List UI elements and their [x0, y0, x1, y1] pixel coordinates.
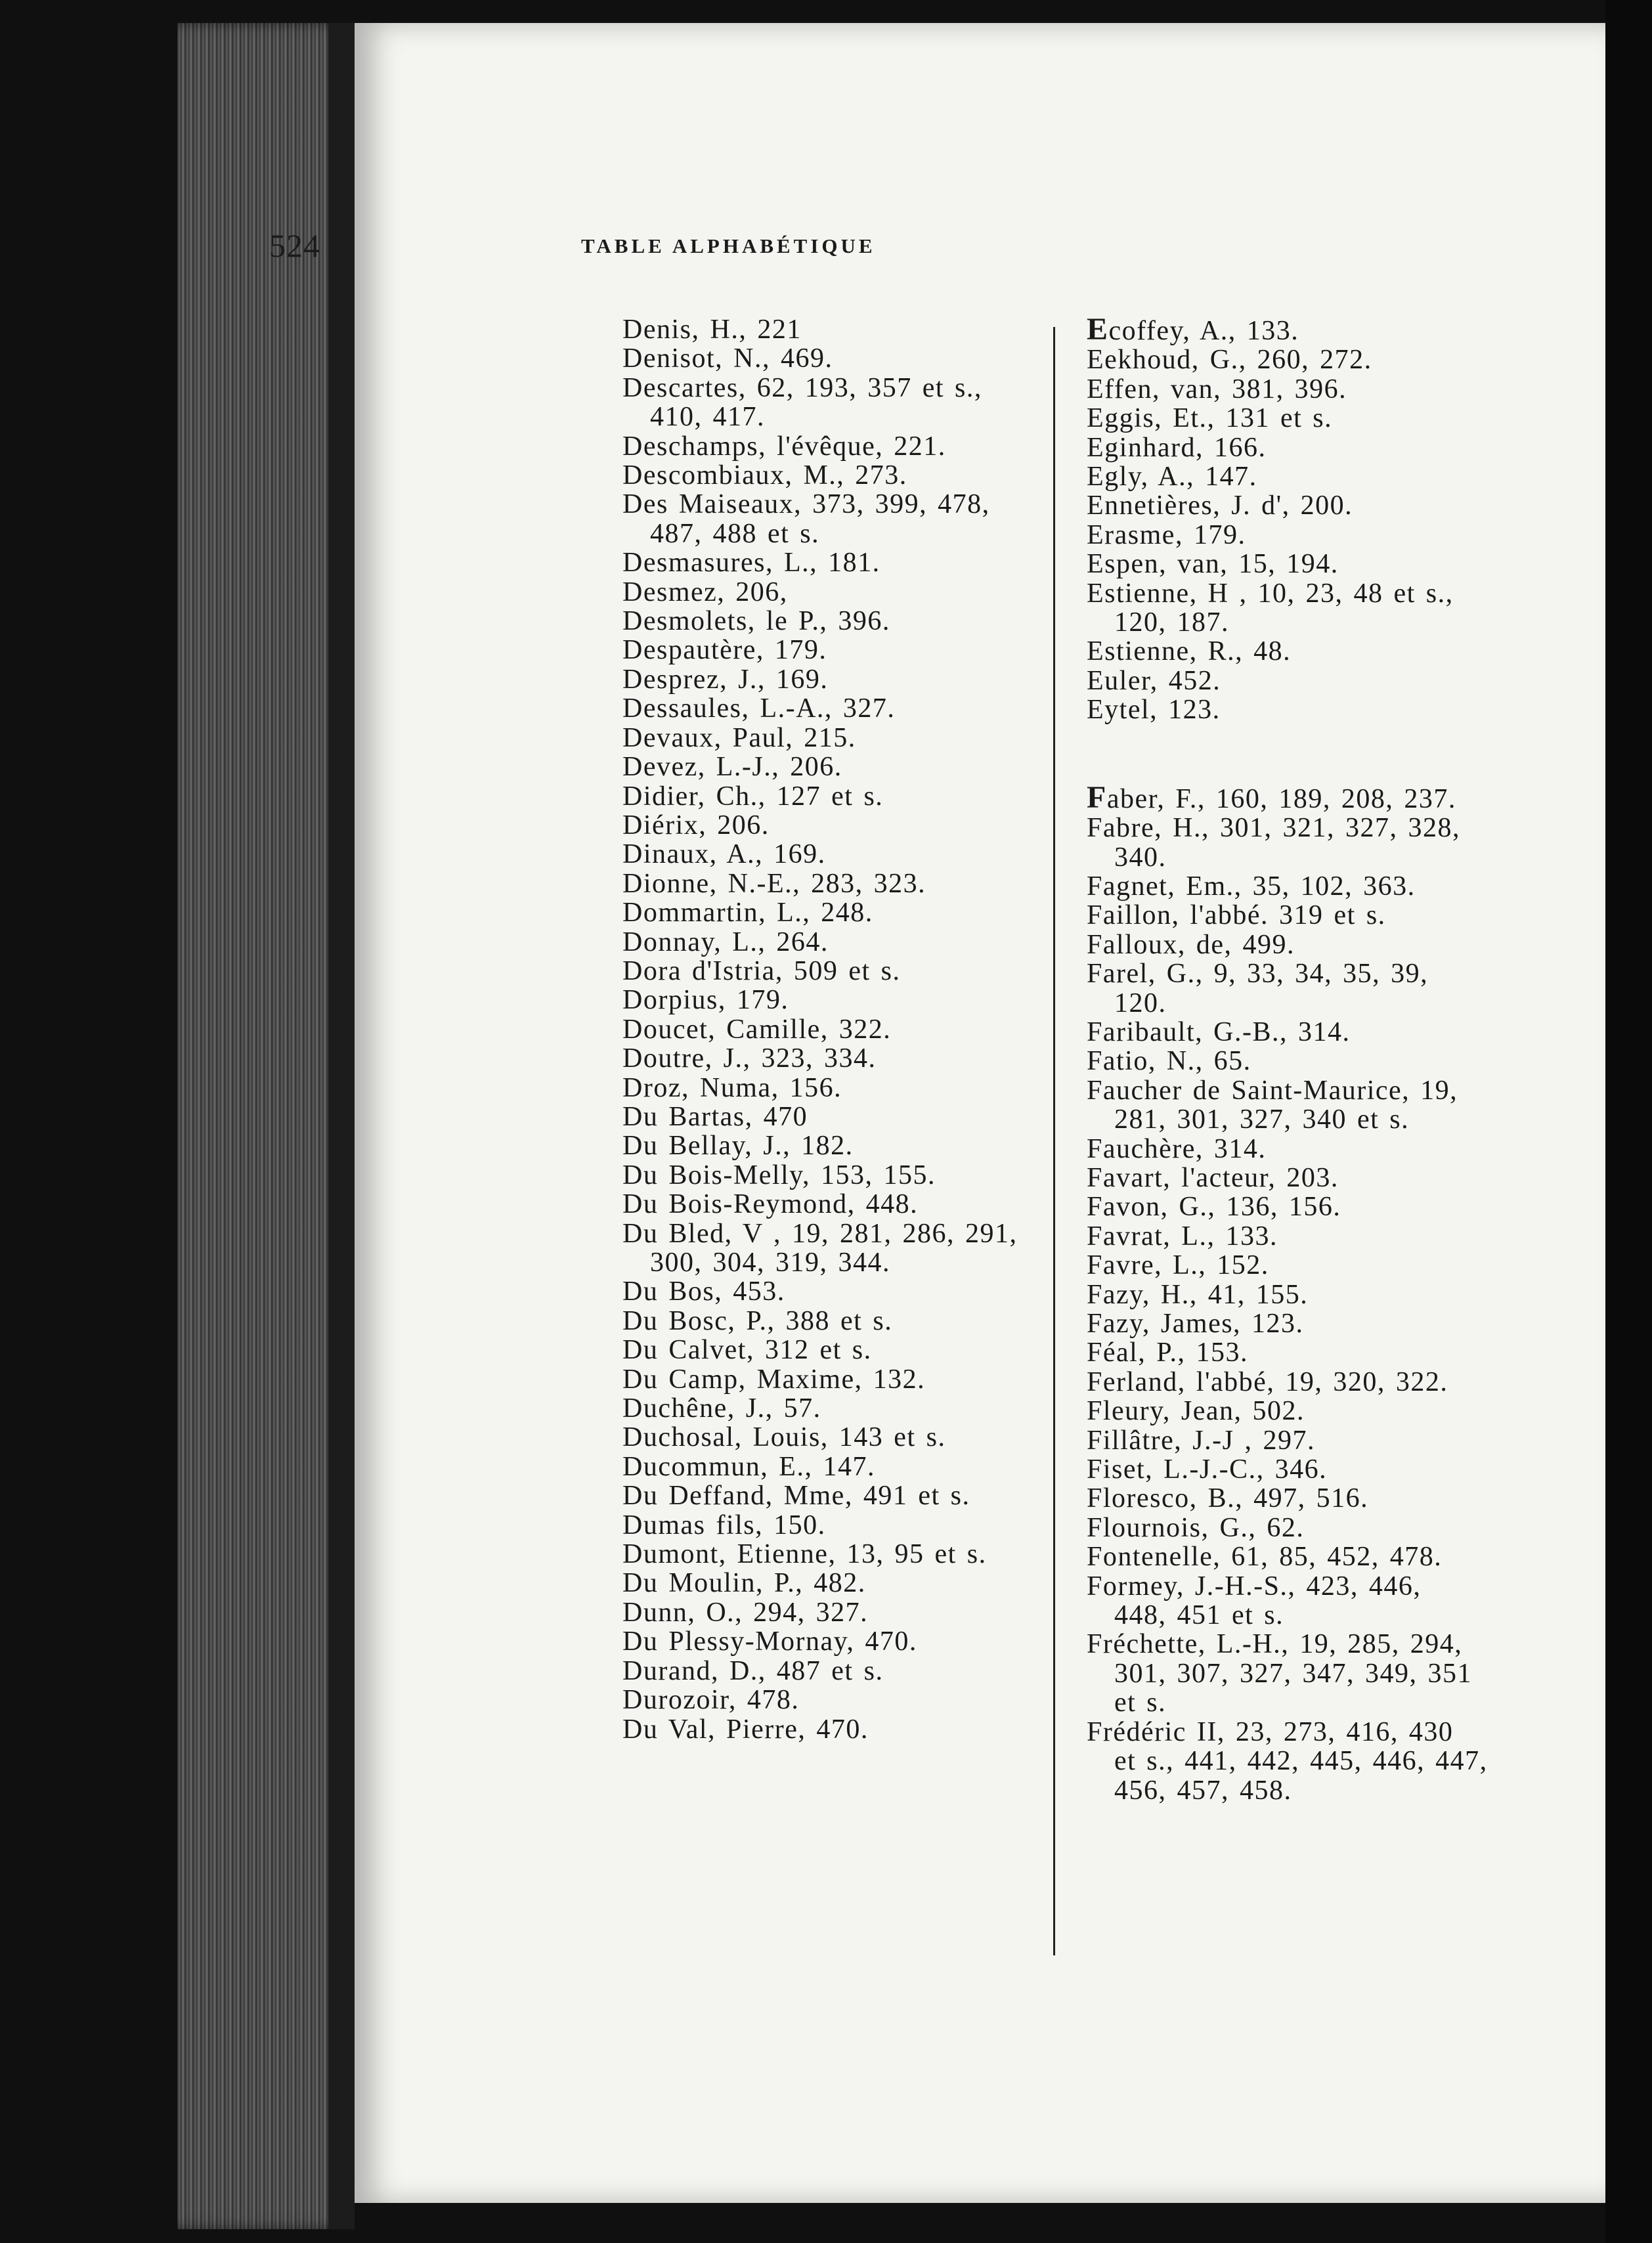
index-entry [622, 1686, 1121, 1714]
index-entry [1087, 959, 1573, 988]
index-entry [622, 986, 1121, 1014]
index-entry-text: 120. [1114, 988, 1167, 1018]
index-column-left [622, 315, 1121, 1744]
index-entry [622, 1161, 1121, 1190]
index-entry-text: Fauchère, 314. [1087, 1133, 1267, 1164]
index-entry [622, 694, 1121, 723]
index-entry-text: Ferland, l'abbé, 19, 320, 322. [1087, 1366, 1448, 1397]
index-entry [1087, 1542, 1573, 1571]
index-entry [1087, 1018, 1573, 1047]
index-entry-text: Du Bois-Reymond, 448. [622, 1189, 919, 1220]
index-entry [1087, 872, 1573, 901]
index-entry-text: Fillâtre, J.-J , 297. [1087, 1425, 1315, 1456]
index-entry-text: Du Calvet, 312 et s. [622, 1335, 872, 1366]
index-entry-text: 301, 307, 327, 347, 349, 351 [1114, 1658, 1472, 1689]
index-entry-text: Desmasures, L., 181. [622, 548, 880, 578]
index-entry-text: Fazy, James, 123. [1087, 1309, 1304, 1339]
index-entry-text: Effen, van, 381, 396. [1087, 374, 1347, 404]
index-entry [1087, 1397, 1573, 1426]
index-entry [622, 461, 1121, 490]
index-entry [622, 578, 1121, 607]
index-entry-text: Devaux, Paul, 215. [622, 722, 856, 753]
index-entry-text: aber, F., 160, 189, 208, 237. [1106, 783, 1456, 814]
index-entry-text: Eginhard, 166. [1087, 432, 1267, 463]
index-entry [622, 1044, 1121, 1073]
index-entry-text: Estienne, H , 10, 23, 48 et s., [1087, 578, 1454, 609]
index-entry-text: Ducommun, E., 147. [622, 1451, 875, 1482]
index-entry-text: Fontenelle, 61, 85, 452, 478. [1087, 1542, 1443, 1573]
section-initial: E [1087, 312, 1109, 347]
index-entry [1087, 1192, 1573, 1221]
index-entry-text: Farel, G., 9, 33, 34, 35, 39, [1087, 959, 1429, 990]
index-entry-text: Falloux, de, 499. [1087, 929, 1295, 960]
index-entry [622, 490, 1121, 519]
index-entry-text: Faucher de Saint-Maurice, 19, [1087, 1075, 1458, 1106]
index-entry-text: Euler, 452. [1087, 665, 1221, 696]
index-entry [622, 1598, 1121, 1627]
index-entry-text: et s. [1114, 1688, 1167, 1718]
index-entry-text: Descombiaux, M., 273. [622, 460, 907, 491]
index-entry [1087, 462, 1573, 491]
index-entry-text: Dommartin, L., 248. [622, 898, 873, 928]
index-entry [622, 1481, 1121, 1510]
index-entry [622, 1277, 1121, 1306]
index-entry [1087, 579, 1573, 608]
index-entry [622, 1715, 1121, 1744]
index-entry-text: Dora d'Istria, 509 et s. [622, 955, 901, 986]
index-entry [1087, 1076, 1573, 1105]
index-entry-continuation [1087, 1659, 1573, 1688]
index-entry-text: Dunn, O., 294, 327. [622, 1597, 869, 1628]
section-initial: F [1087, 779, 1107, 815]
index-entry [1087, 1164, 1573, 1192]
index-entry-text: Du Val, Pierre, 470. [622, 1714, 869, 1745]
index-entry-text: Dorpius, 179. [622, 985, 789, 1016]
index-entry [1087, 1135, 1573, 1164]
index-entry-text: Durand, D., 487 et s. [622, 1655, 884, 1686]
index-entry-text: Flournois, G., 62. [1087, 1512, 1305, 1543]
page-header [269, 227, 1241, 272]
index-entry [622, 1190, 1121, 1219]
index-entry [622, 665, 1121, 694]
index-entry [1087, 1368, 1573, 1397]
index-entry-text: Favon, G., 136, 156. [1087, 1192, 1341, 1223]
index-entry-text: Desprez, J., 169. [622, 664, 829, 695]
index-entry [1087, 1426, 1573, 1455]
index-entry-text: 410, 417. [650, 402, 765, 433]
index-entry-text: Diérix, 206. [622, 810, 770, 840]
index-entry-text: Doucet, Camille, 322. [622, 1014, 892, 1045]
scan-border [1605, 0, 1652, 2243]
index-entry-text: Espen, van, 15, 194. [1087, 549, 1339, 580]
index-entry-text: Durozoir, 478. [622, 1685, 800, 1716]
index-entry [1087, 1484, 1573, 1513]
index-entry [1087, 345, 1573, 374]
index-entry-text: Doutre, J., 323, 334. [622, 1043, 877, 1074]
index-entry [622, 636, 1121, 664]
index-entry [1087, 666, 1573, 695]
index-entry-text: Faillon, l'abbé. 319 et s. [1087, 900, 1386, 931]
index-entry [1087, 1338, 1573, 1367]
index-entry [622, 1307, 1121, 1336]
index-entry-text: Donnay, L., 264. [622, 926, 829, 957]
index-entry-text: Didier, Ch., 127 et s. [622, 781, 884, 812]
index-entry [622, 1015, 1121, 1044]
index-entry-text: Eytel, 123. [1087, 695, 1221, 726]
index-entry-text: Eggis, Et., 131 et s. [1087, 403, 1333, 434]
index-entry-text: Dessaules, L.-A., 327. [622, 693, 896, 724]
index-entry-text: Du Bosc, P., 388 et s. [622, 1305, 893, 1336]
index-entry [622, 1569, 1121, 1598]
index-entry-continuation [622, 519, 1121, 548]
index-entry [622, 898, 1121, 927]
index-entry [622, 432, 1121, 461]
index-entry-text: Desmolets, le P., 396. [622, 606, 890, 637]
index-entry-text: Du Plessy-Mornay, 470. [622, 1626, 917, 1657]
index-entry-text: 448, 451 et s. [1114, 1600, 1284, 1631]
index-entry-text: Fabre, H., 301, 321, 327, 328, [1087, 813, 1460, 844]
index-entry [1087, 1718, 1573, 1747]
index-entry [622, 1394, 1121, 1423]
index-entry [1087, 814, 1573, 842]
index-entry [1087, 550, 1573, 578]
running-title: TABLE ALPHABÉTIQUE [581, 234, 876, 257]
index-entry-text: Fiset, L.-J.-C., 346. [1087, 1454, 1328, 1485]
index-entry [622, 374, 1121, 403]
index-entry [622, 1131, 1121, 1160]
index-entry-continuation [622, 403, 1121, 431]
index-entry [622, 724, 1121, 752]
index-entry-text: Dumas fils, 150. [622, 1510, 826, 1540]
index-entry-text: 340. [1114, 842, 1167, 873]
column-divider [1053, 327, 1055, 1955]
index-entry [1087, 521, 1573, 550]
index-entry-text: Fatio, N., 65. [1087, 1046, 1251, 1077]
index-entry [622, 1423, 1121, 1452]
index-entry-text: Favre, L., 152. [1087, 1250, 1269, 1281]
index-entry-text: Formey, J.-H.-S., 423, 446, [1087, 1571, 1422, 1601]
index-entry-text: Desmez, 206, [622, 577, 788, 607]
index-column-right [1087, 312, 1573, 1806]
index-entry [622, 957, 1121, 986]
index-entry-continuation [1087, 608, 1573, 637]
index-entry [622, 752, 1121, 781]
index-entry [622, 869, 1121, 898]
index-entry [622, 840, 1121, 869]
index-entry-text: Fazy, H., 41, 155. [1087, 1279, 1309, 1310]
index-entry [1087, 433, 1573, 462]
index-entry-text: Favart, l'acteur, 203. [1087, 1162, 1339, 1193]
gutter-shadow [328, 23, 355, 2229]
index-entry [622, 1540, 1121, 1569]
index-entry [1087, 491, 1573, 520]
index-entry [1087, 1222, 1573, 1251]
index-entry [1087, 1309, 1573, 1338]
index-entry [1087, 695, 1573, 724]
index-entry [1087, 1572, 1573, 1601]
index-entry [1087, 1280, 1573, 1309]
index-entry [1087, 930, 1573, 959]
index-entry [1087, 901, 1573, 930]
index-entry [622, 782, 1121, 811]
index-entry [622, 1219, 1121, 1248]
index-entry [1087, 375, 1573, 404]
index-entry-text: Floresco, B., 497, 516. [1087, 1483, 1369, 1514]
index-entry-text: Deschamps, l'évêque, 221. [622, 431, 946, 462]
index-section-f [1087, 779, 1573, 1806]
index-entry-text: Du Deffand, Mme, 491 et s. [622, 1481, 970, 1512]
index-entry-text: Descartes, 62, 193, 357 et s., [622, 372, 982, 403]
index-entry-text: 281, 301, 327, 340 et s. [1114, 1104, 1410, 1135]
index-entry [622, 811, 1121, 840]
index-entry-text: Des Maiseaux, 373, 399, 478, [622, 489, 990, 520]
index-entry-text: Despautère, 179. [622, 635, 827, 666]
index-entry [622, 928, 1121, 957]
index-entry-text: Denis, H., 221 [622, 315, 802, 345]
index-entry-text: Féal, P., 153. [1087, 1338, 1249, 1368]
section-gap [1087, 725, 1573, 783]
index-entry-continuation [1087, 1105, 1573, 1134]
index-entry-text: Du Bois-Melly, 153, 155. [622, 1160, 936, 1190]
index-entry-text: et s., 441, 442, 445, 446, 447, [1114, 1746, 1488, 1777]
index-entry-continuation [1087, 1776, 1573, 1805]
index-entry [622, 315, 1121, 344]
page-number: 524 [269, 227, 320, 264]
index-entry-text: Du Moulin, P., 482. [622, 1568, 866, 1599]
index-entry-text: Eekhoud, G., 260, 272. [1087, 345, 1372, 376]
index-entry-text: Dionne, N.-E., 283, 323. [622, 868, 926, 899]
index-entry [622, 1102, 1121, 1131]
index-entry-text: Dumont, Etienne, 13, 95 et s. [622, 1539, 987, 1570]
index-entry-text: Estienne, R., 48. [1087, 636, 1292, 667]
index-entry [1087, 1630, 1573, 1659]
index-entry-text: Devez, L.-J., 206. [622, 752, 842, 783]
index-entry [622, 1452, 1121, 1481]
index-entry [1087, 637, 1573, 666]
index-entry-text: Dinaux, A., 169. [622, 839, 826, 870]
index-entry-text: Ennetières, J. d', 200. [1087, 490, 1353, 521]
index-entry [1087, 404, 1573, 433]
index-entry [622, 1627, 1121, 1656]
index-entry [622, 1511, 1121, 1540]
index-entry-text: Frédéric II, 23, 273, 416, 430 [1087, 1716, 1454, 1747]
index-entry [1087, 1047, 1573, 1076]
index-entry-text: Du Bled, V , 19, 281, 286, 291, [622, 1218, 1018, 1249]
index-entry-text: Denisot, N., 469. [622, 343, 833, 374]
index-entry [1087, 1513, 1573, 1542]
index-entry-text: Du Bos, 453. [622, 1276, 785, 1307]
index-entry [1087, 1251, 1573, 1280]
index-section-e [1087, 312, 1573, 726]
index-entry-continuation [1087, 1601, 1573, 1630]
index-entry-text: Favrat, L., 133. [1087, 1221, 1278, 1252]
index-entry-text: 487, 488 et s. [650, 518, 820, 549]
index-entry-continuation [1087, 843, 1573, 872]
index-entry-text: 300, 304, 319, 344. [650, 1248, 890, 1278]
index-entry-text: Du Bellay, J., 182. [622, 1131, 854, 1162]
index-entry-text: Fréchette, L.-H., 19, 285, 294, [1087, 1629, 1463, 1660]
index-entry-continuation [1087, 1747, 1573, 1775]
index-entry-text: coffey, A., 133. [1108, 316, 1299, 346]
index-entry-text: Fagnet, Em., 35, 102, 363. [1087, 871, 1416, 902]
index-entry-text: Duchêne, J., 57. [622, 1393, 821, 1424]
index-entry-text: 120, 187. [1114, 607, 1229, 638]
index-entry [1087, 779, 1573, 815]
index-entry-continuation [622, 1248, 1121, 1277]
index-entry [622, 1074, 1121, 1102]
index-entry-text: Erasme, 179. [1087, 519, 1246, 550]
index-entry [622, 548, 1121, 577]
index-entry [622, 344, 1121, 373]
index-entry-text: Droz, Numa, 156. [622, 1072, 842, 1103]
index-entry-continuation [1087, 989, 1573, 1018]
index-entry-continuation [1087, 1688, 1573, 1717]
index-entry-text: 456, 457, 458. [1114, 1775, 1292, 1806]
index-entry [1087, 1455, 1573, 1484]
index-entry-text: Egly, A., 147. [1087, 462, 1257, 492]
index-entry [622, 1365, 1121, 1394]
index-entry [622, 1657, 1121, 1686]
index-entry [622, 607, 1121, 636]
index-entry-text: Faribault, G.-B., 314. [1087, 1016, 1351, 1047]
index-entry-text: Duchosal, Louis, 143 et s. [622, 1422, 946, 1453]
index-entry [1087, 312, 1573, 347]
index-entry-text: Du Bartas, 470 [622, 1101, 808, 1132]
index-entry-text: Du Camp, Maxime, 132. [622, 1364, 926, 1395]
index-entry [622, 1336, 1121, 1364]
index-entry-text: Fleury, Jean, 502. [1087, 1396, 1305, 1427]
